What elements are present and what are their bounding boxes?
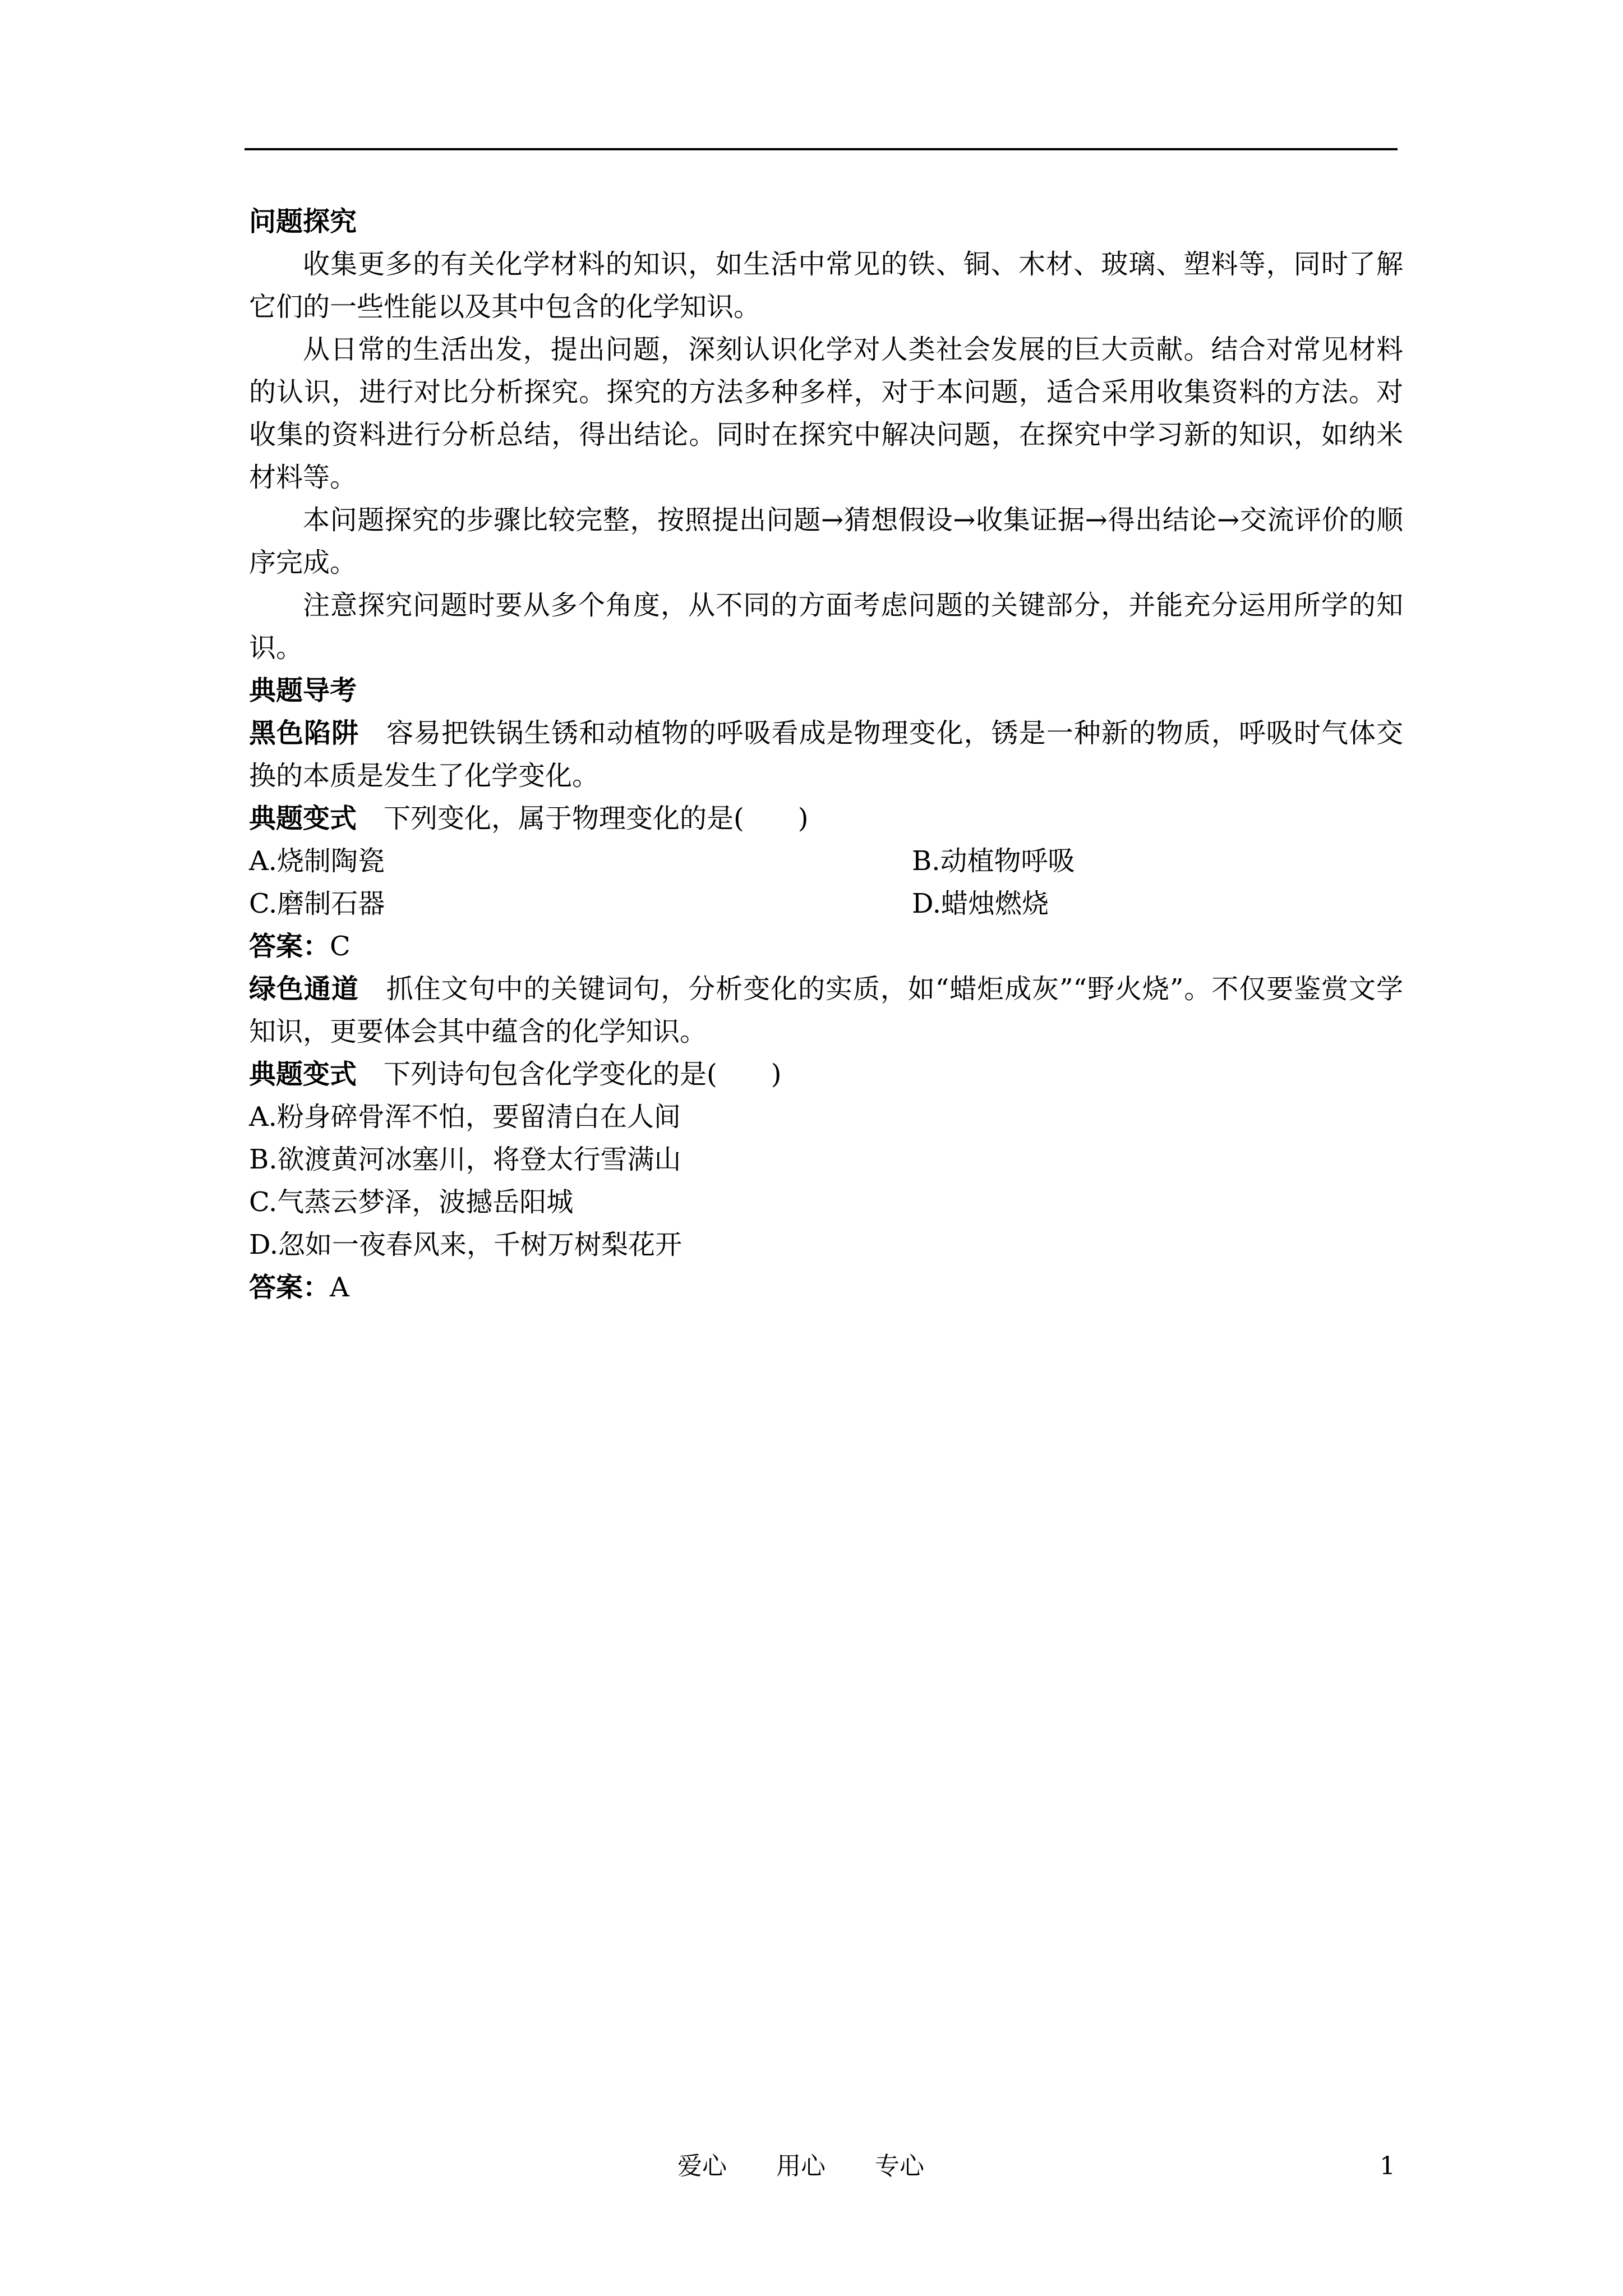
section-heading-inquiry: 问题探究 <box>249 206 357 237</box>
option-a: A.烧制陶瓷 <box>249 845 385 877</box>
green-channel-text: 抓住文句中的关键词句，分析变化的实质，如“蜡炬成灰”“野火烧”。不仅要鉴赏文学知识，更要体会其中蕴含的化学知识。 <box>249 973 1403 1047</box>
question-1-label: 典题变式 <box>249 803 357 834</box>
question-2-option: D.忽如一夜春风来，千树万树梨花开 <box>249 1229 683 1260</box>
question-2-option: A.粉身碎骨浑不怕，要留清白在人间 <box>249 1101 681 1133</box>
question-2-answer <box>249 1266 1403 1309</box>
question-1-text: 下列变化，属于物理变化的是( ) <box>384 803 809 834</box>
option-d: D.蜡烛燃烧 <box>912 888 1049 919</box>
question-1-answer <box>249 925 1403 968</box>
inquiry-paragraph: 注意探究问题时要从多个角度，从不同的方面考虑问题的关键部分，并能充分运用所学的知识。 <box>249 590 1403 664</box>
question-1-options-row <box>249 882 1403 925</box>
question-1-options-row <box>249 840 1403 882</box>
header-rule <box>245 148 1398 150</box>
page-content <box>249 200 1403 1309</box>
page-number: 1 <box>1380 2152 1395 2180</box>
question-2-option: B.欲渡黄河冰塞川，将登太行雪满山 <box>249 1144 681 1175</box>
answer-value: A <box>330 1272 349 1303</box>
question-2-label: 典题变式 <box>249 1059 357 1090</box>
footer-slogan: 爱心 用心 专心 <box>677 2152 924 2180</box>
option-b: B.动植物呼吸 <box>912 845 1075 877</box>
question-2 <box>249 1053 1403 1096</box>
page-footer <box>0 2145 1623 2188</box>
inquiry-paragraph: 收集更多的有关化学材料的知识，如生活中常见的铁、铜、木材、玻璃、塑料等，同时了解它们的一些性能以及其中包含的化学知识。 <box>249 249 1403 323</box>
trap-label: 黑色陷阱 <box>249 717 359 749</box>
inquiry-paragraph: 本问题探究的步骤比较完整，按照提出问题→猜想假设→收集证据→得出结论→交流评价的顺序完成。 <box>249 504 1403 578</box>
green-channel-block <box>249 968 1403 1053</box>
trap-text: 容易把铁锅生锈和动植物的呼吸看成是物理变化，锈是一种新的物质，呼吸时气体交换的本质是发生了化学变化。 <box>249 717 1403 792</box>
section-heading-exam: 典题导考 <box>249 675 357 706</box>
answer-value: C <box>330 931 351 962</box>
question-2-text: 下列诗句包含化学变化的是( ) <box>384 1059 782 1090</box>
question-1 <box>249 797 1403 840</box>
question-2-option: C.气蒸云梦泽，波撼岳阳城 <box>249 1186 574 1218</box>
answer-label: 答案： <box>249 931 330 962</box>
green-channel-label: 绿色通道 <box>249 973 359 1005</box>
answer-label: 答案： <box>249 1272 330 1303</box>
trap-block <box>249 712 1403 797</box>
option-c: C.磨制石器 <box>249 888 385 919</box>
inquiry-paragraph: 从日常的生活出发，提出问题，深刻认识化学对人类社会发展的巨大贡献。结合对常见材料的认识，进行对比分析探究。探究的方法多种多样，对于本问题，适合采用收集资料的方法。对收集的资料进行分析总结，得出结论。同时在探究中解决问题，在探究中学习新的知识，如纳米材料等。 <box>249 334 1403 493</box>
